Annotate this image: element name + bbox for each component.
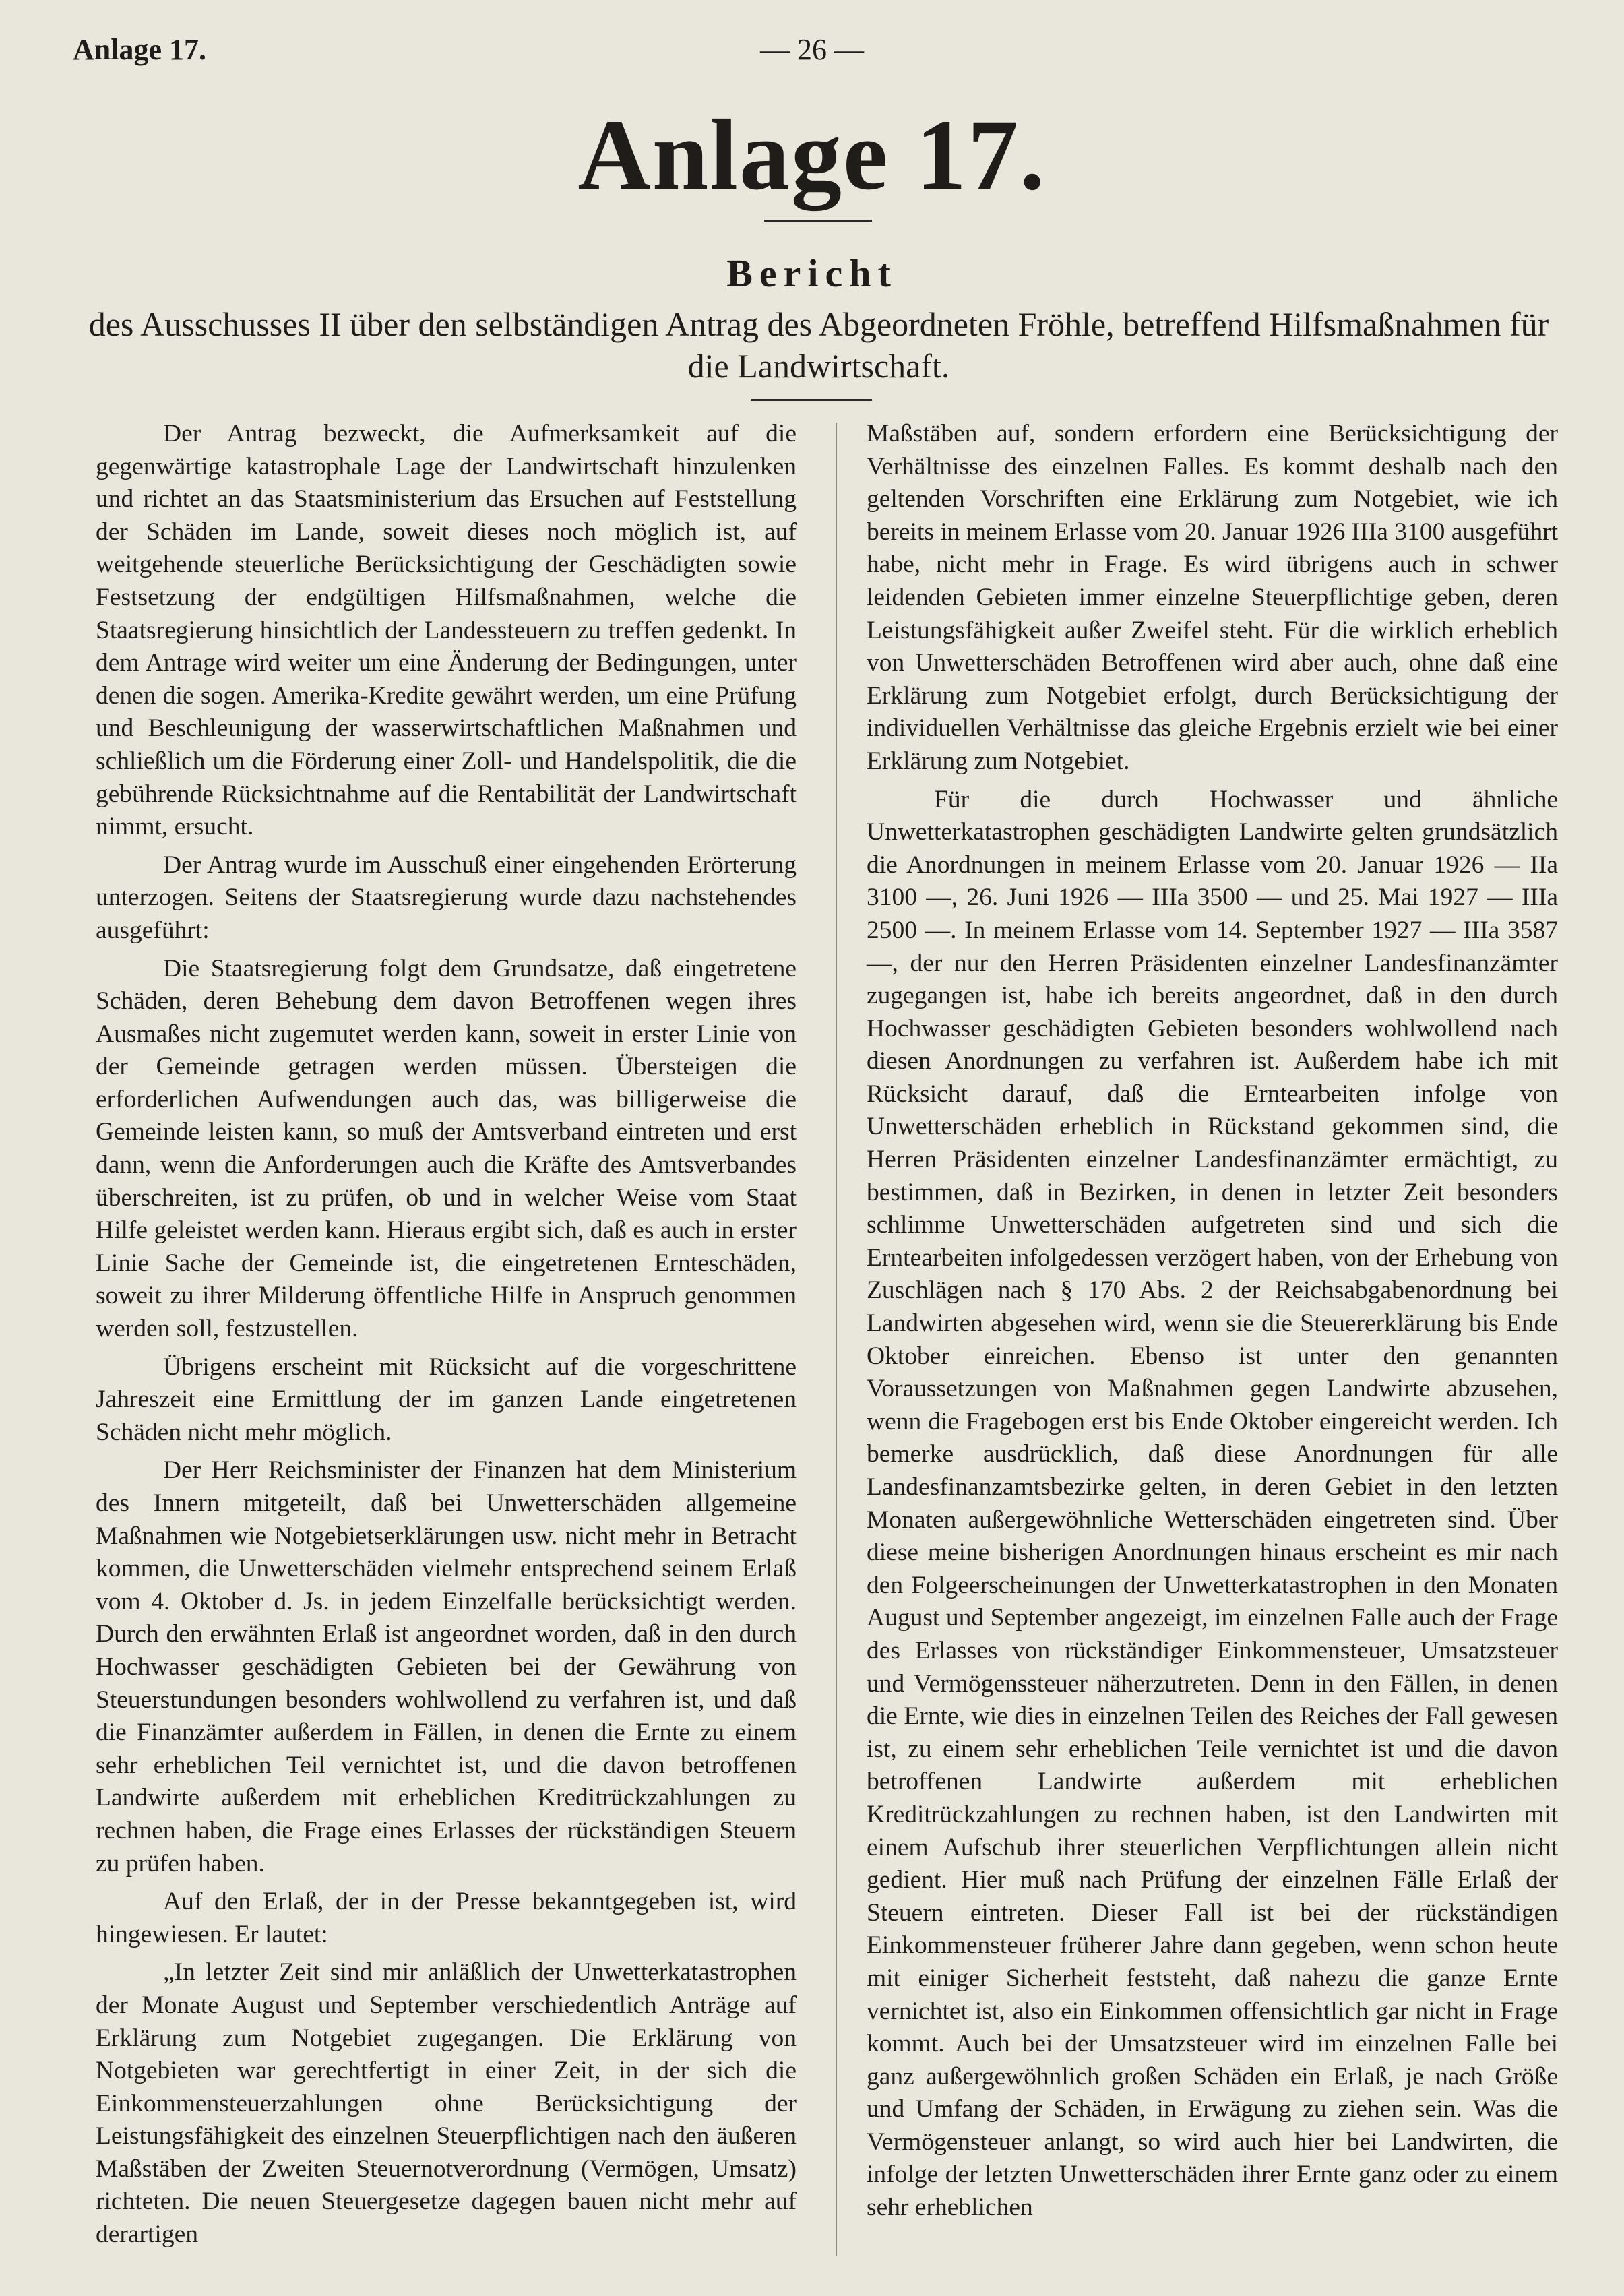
report-description: des Ausschusses II über den selbständigen Antrag des Abgeordneten Fröhle, betreffend Hilfsmaßnahmen für die Landwirtschaft. — [88, 305, 1549, 385]
column-divider — [836, 423, 837, 2256]
page-title: Anlage 17. — [577, 99, 1047, 211]
right-column — [867, 418, 1558, 2225]
running-header — [67, 32, 1557, 73]
paragraph: Übrigens erscheint mit Rücksicht auf die vorgeschrittene Jahreszeit eine Ermittlung der im ganzen Lande eingetretenen Schäden nicht mehr möglich. — [96, 1353, 797, 1446]
paragraph: Der Herr Reichsminister der Finanzen hat dem Ministerium des Innern mitgeteilt, daß bei Unwetterschäden allgemeine Maßnahmen wie Notgebietserklärungen usw. nicht mehr in Betracht kommen, die Unwetterschäden vielmehr entsprechend seinem Erlaß vom 4. Oktober d. Js. in jedem Einzelfalle berücksichtigt werden. Durch den erwähnten Erlaß ist angeordnet worden, daß in den durch Hochwasser geschädigten Gebieten bei der Gewährung von Steuerstundungen besonders wohlwollend zu verfahren ist, und daß die Finanzämter außerdem in Fällen, in denen die Ernte zu einem sehr erheblichen Teil vernichtet ist, und die davon betroffenen Landwirte außerdem mit erheblichen Kreditrückzahlungen zu rechnen haben, die Frage eines Erlasses der rückständigen Steuern zu prüfen haben. — [96, 1456, 797, 1878]
report-heading: Bericht — [726, 251, 898, 295]
paragraph: Auf den Erlaß, der in der Presse bekanntgegeben ist, wird hingewiesen. Er lautet: — [96, 1888, 797, 1948]
paragraph: Der Antrag bezweckt, die Aufmerksamkeit auf die gegenwärtige katastrophale Lage der Landwirtschaft hinzulenken und richtet an das Staatsministerium das Ersuchen auf Feststellung der Schäden im Lande, soweit dieses noch möglich ist, auf weitgehende steuerliche Berücksichtigung der Geschädigten sowie Festsetzung der endgültigen Hilfsmaßnahmen, welche die Staatsregierung hinsichtlich der Landessteuern zu treffen gedenkt. In dem Antrage wird weiter um eine Änderung der Bedingungen, unter denen die sogen. Amerika-Kredite gewährt werden, um eine Prüfung und Beschleunigung der wasserwirtschaftlichen Maßnahmen und schließlich um die Förderung einer Zoll- und Handelspolitik, die die gebührende Rücksichtnahme auf die Rentabilität der Landwirtschaft nimmt, ersucht. — [96, 420, 797, 841]
paragraph: Maßstäben auf, sondern erfordern eine Berücksichtigung der Verhältnisse des einzelnen Falles. Es kommt deshalb nach den geltenden Vorschriften eine Erklärung zum Notgebiet, wie ich bereits in meinem Erlasse vom 20. Januar 1926 IIIa 3100 ausgeführt habe, nicht mehr in Frage. Es wird übrigens auch in schwer leidenden Gebieten immer einzelne Steuerpflichtige geben, deren Leistungsfähigkeit außer Zweifel steht. Für die wirklich erheblich von Unwetterschäden Betroffenen wird aber auch, ohne daß eine Erklärung zum Notgebiet erfolgt, durch Berücksichtigung der individuellen Verhältnisse das gleiche Ergebnis erzielt wie bei einer Erklärung zum Notgebiet. — [867, 420, 1558, 775]
heading-rule — [751, 399, 872, 401]
paragraph: „In letzter Zeit sind mir anläßlich der Unwetterkatastrophen der Monate August und September verschiedentlich Anträge auf Erklärung zum Notgebiet zugegangen. Die Erklärung von Notgebieten war gerechtfertigt in einer Zeit, in der sich die Einkommensteuerzahlungen ohne Berücksichtigung der Leistungsfähigkeit des einzelnen Steuerpflichtigen nach den äußeren Maßstäben der Zweiten Steuernotverordnung (Vermögen, Umsatz) richteten. Die neuen Steuergesetze dagegen bauen nicht mehr auf derartigen — [96, 1958, 797, 2249]
left-column — [96, 418, 797, 2252]
page-number: — 26 — — [760, 33, 864, 66]
paragraph: Die Staatsregierung folgt dem Grundsatze, daß eingetretene Schäden, deren Behebung dem davon Betroffenen wegen ihres Ausmaßes nicht zugemutet werden kann, soweit in erster Linie von der Gemeinde getragen werden müssen. Übersteigen die erforderlichen Aufwendungen auch das, was billigerweise die Gemeinde leisten kann, so muß der Amtsverband eintreten und erst dann, wenn die Anforderungen auch die Kräfte des Amtsverbandes überschreiten, ist zu prüfen, ob und in welcher Weise vom Staat Hilfe geleistet werden kann. Hieraus ergibt sich, daß es auch in erster Linie Sache der Gemeinde ist, die eingetretenen Ernteschäden, soweit zu ihrer Milderung öffentliche Hilfe in Anspruch genommen werden soll, festzustellen. — [96, 954, 797, 1343]
running-title: Anlage 17. — [73, 33, 206, 66]
paragraph: Der Antrag wurde im Ausschuß einer eingehenden Erörterung unterzogen. Seitens der Staatsregierung wurde dazu nachstehendes ausgeführt: — [96, 850, 797, 944]
paragraph: Für die durch Hochwasser und ähnliche Unwetterkatastrophen geschädigten Landwirte gelten grundsätzlich die Anordnungen in meinem Erlasse vom 20. Januar 1926 — IIa 3100 —, 26. Juni 1926 — IIIa 3500 — und 25. Mai 1927 — IIIa 2500 —. In meinem Erlasse vom 14. September 1927 — IIIa 3587 —, der nur den Herren Präsidenten einzelner Landesfinanzämter zugegangen ist, habe ich bereits angeordnet, daß in den durch Hochwasser geschädigten Gebieten besonders wohlwollend nach diesen Anordnungen zu verfahren ist. Außerdem habe ich mit Rücksicht darauf, daß die Erntearbeiten infolge von Unwetterschäden erheblich in Rückstand gekommen sind, die Herren Präsidenten einzelner Landesfinanzämter ermächtigt, zu bestimmen, daß in Bezirken, in denen in letzter Zeit besonders schlimme Unwetterschäden aufgetreten sind und sich die Erntearbeiten infolgedessen verzögert haben, von der Erhebung von Zuschlägen nach § 170 Abs. 2 der Reichsabgabenordnung bei Landwirten abgesehen wird, wenn sie die Steuererklärung bis Ende Oktober einreichen. Ebenso ist unter den genannten Voraussetzungen von Maßnahmen gegen Landwirte abzusehen, wenn die Fragebogen erst bis Ende Oktober eingereicht werden. Ich bemerke ausdrücklich, daß diese Anordnungen für alle Landesfinanzamtsbezirke gelten, in deren Gebiet in den letzten Monaten außergewöhnliche Wetterschäden eingetreten sind. Über diese meine bisherigen Anordnungen hinaus erscheint es mir nach den Folgeerscheinungen der Unwetterkatastrophen in den Monaten August und September angezeigt, im einzelnen Falle auch der Frage des Erlasses von rückständiger Einkommensteuer, Umsatzsteuer und Vermögenssteuer näherzutreten. Denn in den Fällen, in denen die Ernte, wie dies in einzelnen Teilen des Reiches der Fall gewesen ist, zu einem sehr erheblichen Teile vernichtet ist und die davon betroffenen Landwirte außerdem mit erheblichen Kreditrückzahlungen zu rechnen haben, ist den Landwirten mit einem Aufschub ihrer steuerlichen Verpflichtungen allein nicht gedient. Hier muß nach Prüfung der einzelnen Fälle Erlaß der Steuern eintreten. Dieser Fall ist bei der rückständigen Einkommensteuer früherer Jahre dann gegeben, wenn schon heute mit einiger Sicherheit feststeht, daß nahezu die ganze Ernte vernichtet ist, also ein Einkommen offensichtlich gar nicht in Frage kommt. Auch bei der Umsatzsteuer wird im einzelnen Falle bei ganz außergewöhnlich großen Schäden ein Erlaß, je nach Größe und Umfang der Schäden, in Erwägung zu ziehen sein. Was die Vermögensteuer anlangt, so wird auch hier bei Landwirten, die infolge der letzten Unwetterschäden ihrer Ernte ganz oder zu einem sehr erheblichen — [867, 785, 1558, 2222]
title-rule — [764, 220, 872, 222]
